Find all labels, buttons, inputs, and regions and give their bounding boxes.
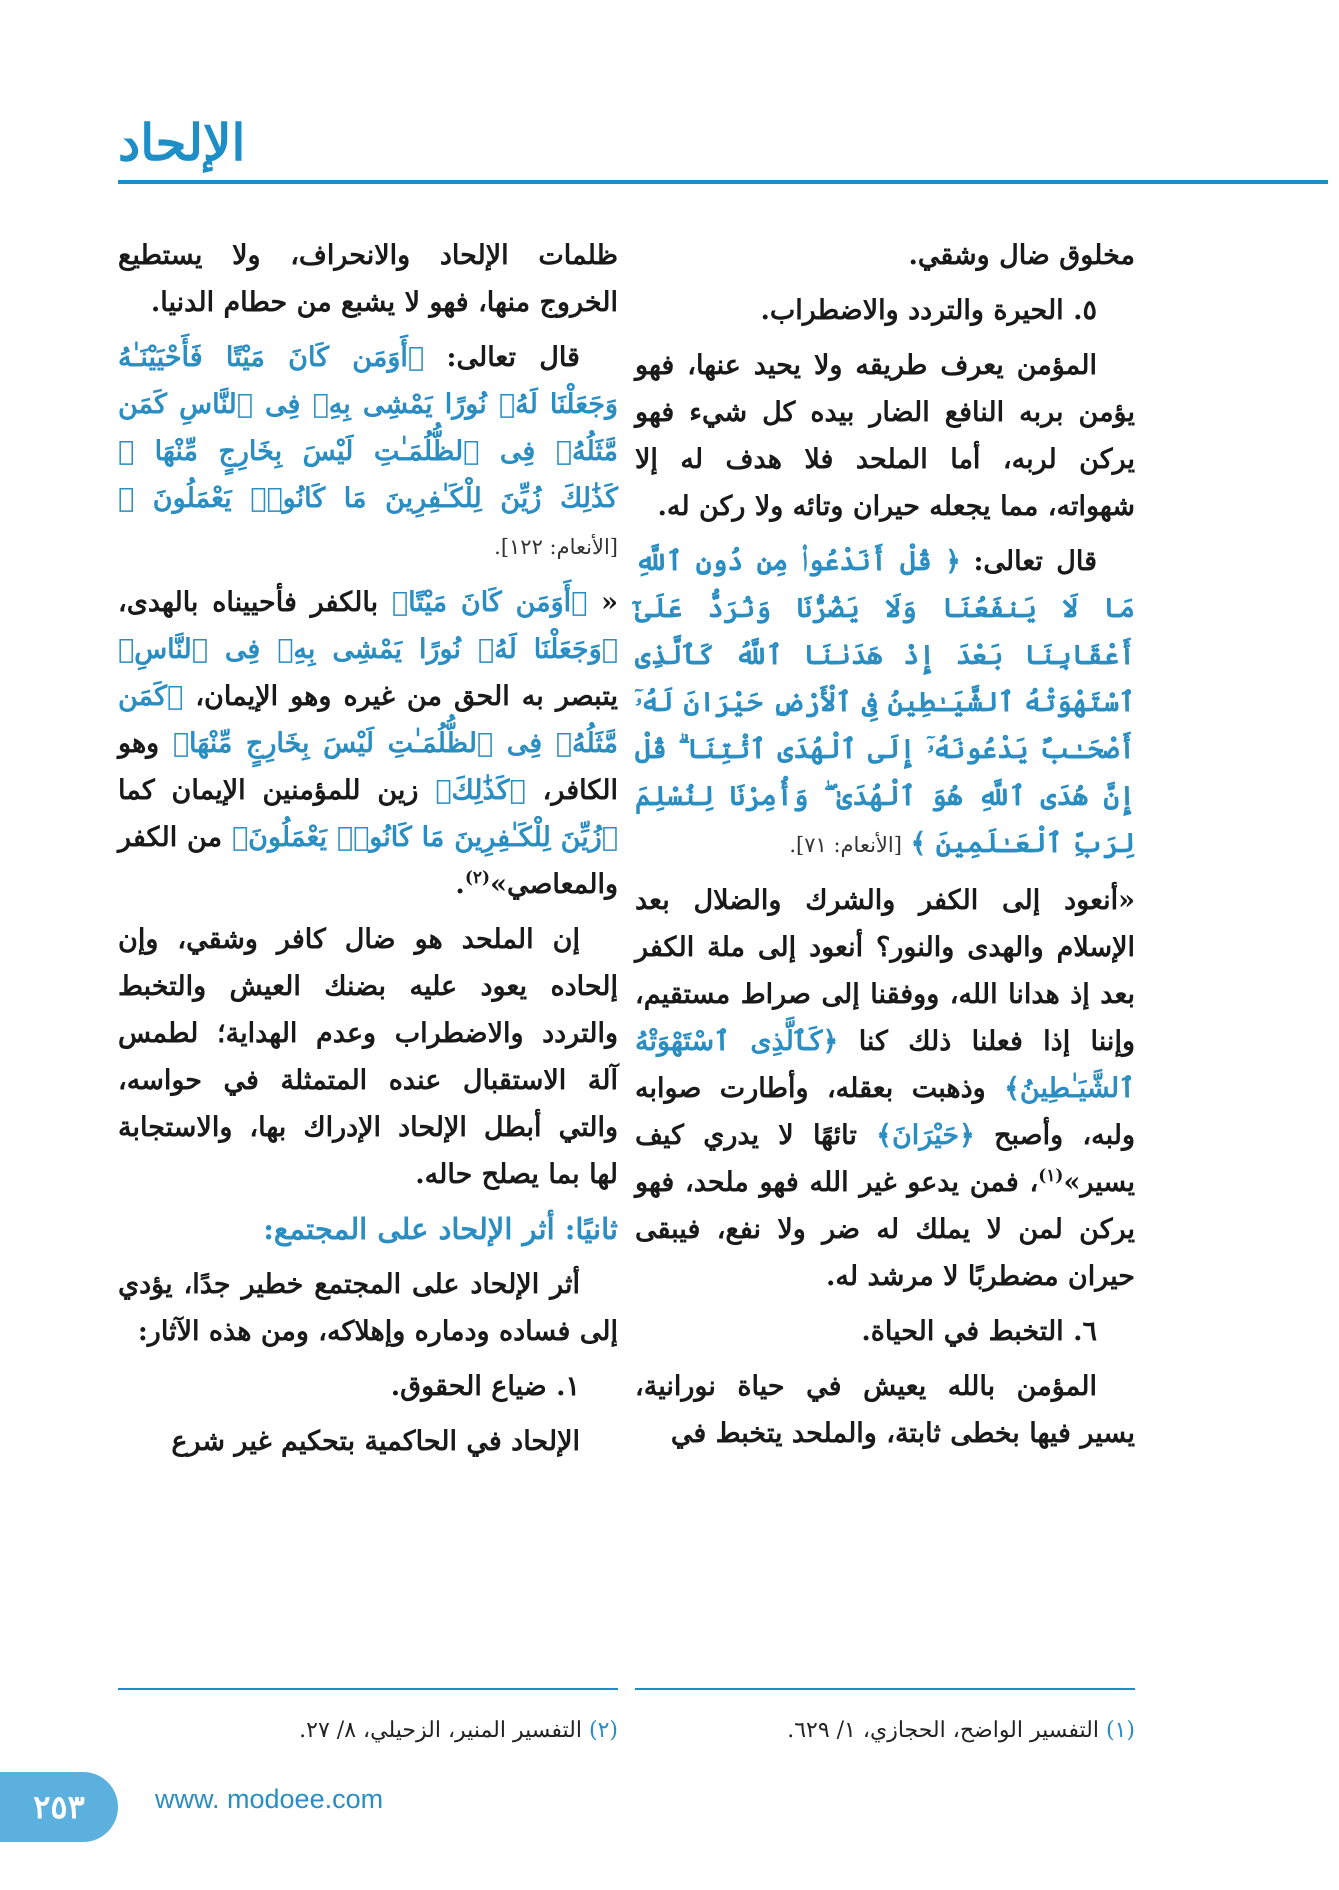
numbered-heading: ١. ضياع الحقوق. [390,1371,580,1402]
footnote [118,1718,618,1743]
verse-intro: قال تعالى: [446,342,580,373]
numbered-heading: ٥. الحيرة والتردد والاضطراب. [760,295,1097,326]
quran-quote: ﴿وَجَعَلْنَا لَهُۥ نُورًا يَمْشِى بِهِۦ فِى ٱلنَّاسِ﴾ [118,634,618,665]
section-heading: ثانيًا: أثر الإلحاد على المجتمع: [263,1212,618,1246]
footnote-rule [635,1688,1135,1690]
quran-quote: ﴿كَذَٰلِكَ﴾ [435,775,526,806]
text: « [601,587,618,618]
verse-reference: [الأنعام: ١٢٢]. [494,535,618,559]
paragraph: الإلحاد في الحاكمية بتحكيم غير شرع [171,1426,580,1457]
text: . [455,869,465,900]
quran-quote: ﴿كَٱلَّذِى ٱسْتَهْوَتْهُ ٱلشَّيَـٰطِينُ﴾ [635,1026,1135,1104]
paragraph: المؤمن يعرف طريقه ولا يحيد عنها، فهو يؤمن بربه النافع الضار بيده كل شيء فهو يركن لربه، أما الملحد فلا هدف له إلا شهواته، مما يجعله حيران وتائه ولا ركن له. [635,350,1135,522]
quote-paragraph [635,877,1135,1300]
page-number: ٢٥٣ [0,1772,118,1842]
verse-paragraph [118,334,618,571]
paragraph: إن الملحد هو ضال كافر وشقي، وإن إلحاده يعود عليه بضنك العيش والتخبط والتردد والاضطراب وعدم الهداية؛ لطمس آلة الاستقبال عنده المتمثلة في حواسه، والتي أبطل الإلحاد الإدراك بها، والاستجابة لها بما يصلح حاله. [118,924,618,1190]
quran-quote: ﴿زُيِّنَ لِلْكَـٰفِرِينَ مَا كَانُوا۟ يَعْمَلُونَ﴾ [231,822,618,853]
header-rule [118,180,1328,184]
footnote-text: التفسير الواضح، الحجازي، ١/ ٦٢٩. [787,1718,1099,1743]
left-column [118,232,618,1473]
quran-verse: ﴿أَوَمَن كَانَ مَيْتًا فَأَحْيَيْنَـٰهُ وَجَعَلْنَا لَهُۥ نُورًا يَمْشِى بِهِۦ فِى ٱلنَّاسِ كَمَن مَّثَلُهُۥ فِى ٱلظُّلُمَـٰتِ لَيْسَ بِخَارِجٍ مِّنْهَا ۚ كَذَٰلِكَ زُيِّنَ لِلْكَـٰفِرِينَ مَا كَانُوا۟ يَعْمَلُونَ ﴾ [118,342,618,514]
paragraph: أثر الإلحاد على المجتمع خطير جدًا، يؤدي إلى فساده ودماره وإهلاكه، ومن هذه الآثار: [118,1269,618,1347]
website-link[interactable]: www. modoee.com [155,1784,384,1814]
footnote [635,1718,1135,1743]
text: ، فمن يدعو غير الله فهو ملحد، فهو يركن لمن لا يملك له ضر ولا نفع، فيبقى حيران مضطربًا لا مرشد له. [635,1167,1135,1292]
text: «أنعود إلى الكفر والشرك والضلال بعد الإسلام والهدى والنور؟ أنعود إلى ملة الكفر بعد إذ هدانا الله، ووفقنا إلى صراط مستقيم، وإننا إذا فعلنا ذلك كنا [635,885,1135,1057]
paragraph: مخلوق ضال وشقي. [908,240,1135,271]
footnote-rule [118,1688,618,1690]
footnote-marker: (١) [1038,1166,1064,1186]
quran-verse: ﴿ قُلْ أَنَدْعُوا۟ مِن دُونِ ٱللَّهِ مَا لَا يَنفَعُنَا وَلَا يَضُرُّنَا وَنُرَدُّ عَلَىٰٓ أَعْقَابِنَا بَعْدَ إِذْ هَدَىٰنَا ٱللَّهُ كَٱلَّذِى ٱسْتَهْوَتْهُ ٱلشَّيَـٰطِينُ فِى ٱلْأَرْضِ حَيْرَانَ لَهُۥٓ أَصْحَـٰبٌ يَدْعُونَهُۥٓ إِلَى ٱلْهُدَى ٱئْتِنَا ۗ قُلْ إِنَّ هُدَى ٱللَّهِ هُوَ ٱلْهُدَىٰ ۖ وَأُمِرْنَا لِنُسْلِمَ لِرَبِّ ٱلْعَـٰلَمِينَ ﴾ [635,546,1135,859]
paragraph: المؤمن بالله يعيش في حياة نورانية، يسير فيها بخطى ثابتة، والملحد يتخبط في [635,1371,1135,1449]
text: زين للمؤمنين الإيمان كما [118,775,419,806]
footnote-number: (١) [1105,1718,1135,1743]
footnote-number: (٢) [588,1718,618,1743]
paragraph: ظلمات الإلحاد والانحراف، ولا يستطيع الخروج منها، فهو لا يشبع من حطام الدنيا. [118,240,618,318]
quran-quote: ﴿أَوَمَن كَانَ مَيْتًا﴾ [391,587,588,618]
right-column [635,232,1135,1465]
text: يتبصر به الحق من غيره وهو الإيمان، [195,681,618,712]
text: تائهًا لا يدري كيف يسير» [635,1120,1135,1198]
numbered-heading: ٦. التخبط في الحياة. [861,1316,1097,1347]
verse-intro: قال تعالى: [973,546,1097,577]
footnote-marker: (٢) [464,868,491,888]
page-title: الإلحاد [118,113,246,172]
footnote-text: التفسير المنير، الزحيلي، ٨/ ٢٧. [299,1718,582,1743]
verse-paragraph [635,538,1135,869]
quran-quote: ﴿كَمَن مَّثَلُهُۥ فِى ٱلظُّلُمَـٰتِ لَيْسَ بِخَارِجٍ مِّنْهَا﴾ [118,681,618,759]
text: من الكفر والمعاصي» [118,822,618,900]
text: بالكفر فأحييناه بالهدى، [118,587,379,618]
verse-reference: [الأنعام: ٧١]. [789,833,902,857]
quran-quote: ﴿حَيْرَانَ﴾ [876,1120,975,1151]
tafsir-paragraph [118,579,618,908]
text: وهو الكافر، [118,728,618,806]
text: وذهبت بعقله، وأطارت صوابه ولبه، وأصبح [635,1073,1135,1151]
